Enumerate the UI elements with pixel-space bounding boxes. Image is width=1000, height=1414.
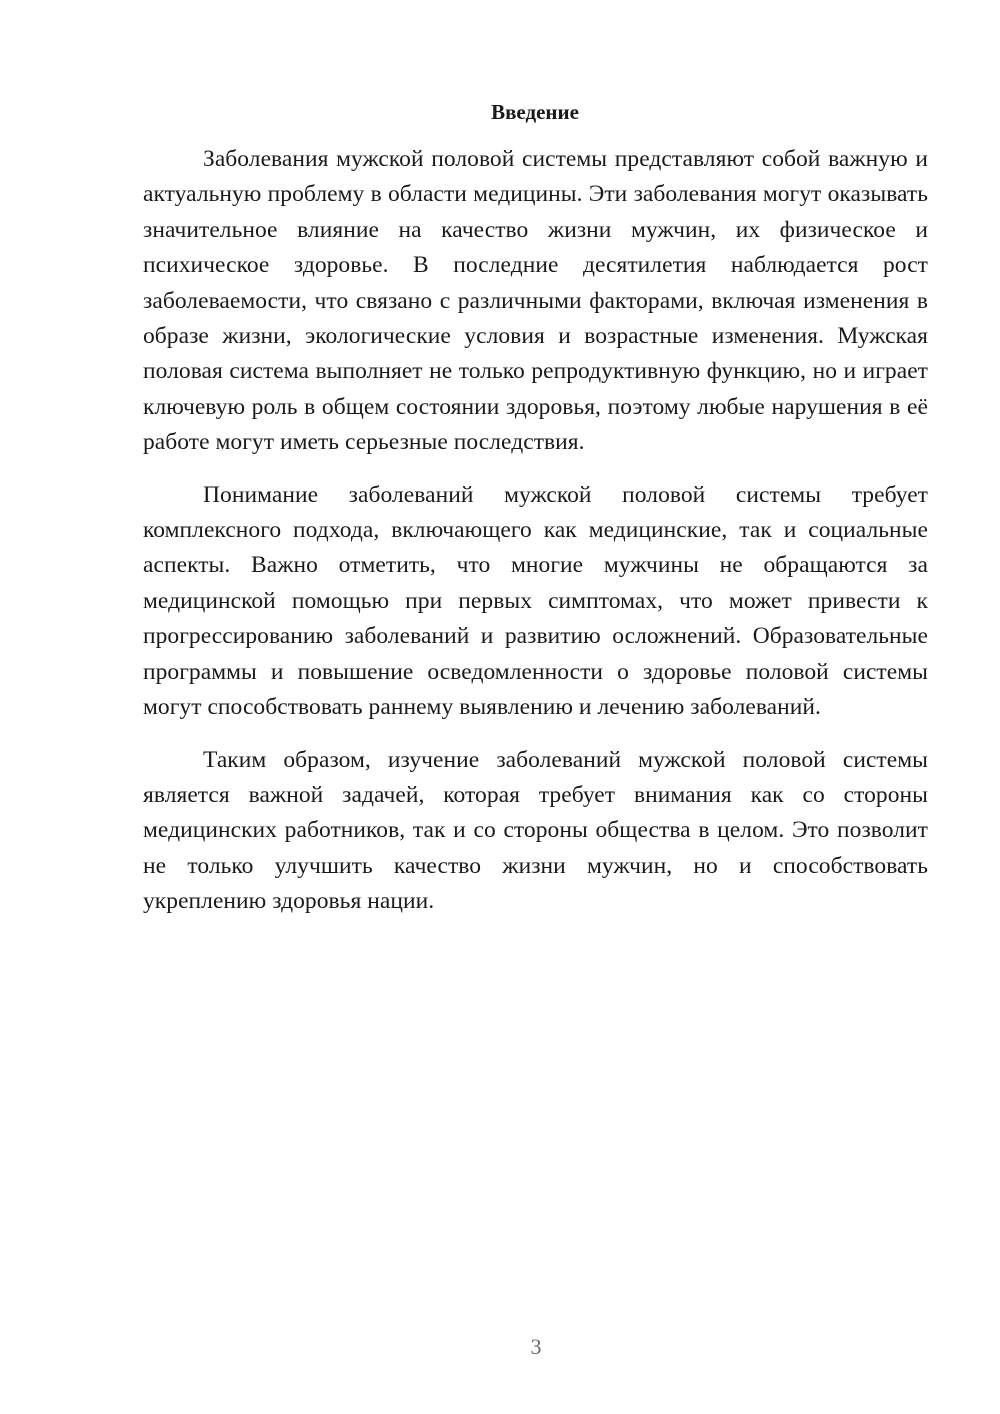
paragraph-2: Понимание заболеваний мужской половой системы требует комплексного подхода, включающего как медицинские, так и социальные аспекты. Важно отметить, что многие мужчины не обращаются за медицинской помощью при первых симптомах, что может привести к прогрессированию заболеваний и развитию осложнений. Образовательные программы и повышение осведомленности о здоровье половой системы могут способствовать раннему выявлению и лечению заболеваний. [143,481,928,721]
page-number: 3 [530,1334,542,1359]
document-body [143,142,928,937]
paragraph-3: Таким образом, изучение заболеваний мужской половой системы является важной задачей, которая требует внимания как со стороны медицинских работников, так и со стороны общества в целом. Это позволит не только улучшить качество жизни мужчин, но и способствовать укреплению здоровья нации. [143,746,928,915]
page-title: Введение [491,100,579,124]
paragraph-1: Заболевания мужской половой системы представляют собой важную и актуальную проблему в области медицины. Эти заболевания могут оказывать значительное влияние на качество жизни мужчин, их физическое и психическое здоровье. В последние десятилетия наблюдается рост заболеваемости, что связано с различными факторами, включая изменения в образе жизни, экологические условия и возрастные изменения. Мужская половая система выполняет не только репродуктивную функцию, но и играет ключевую роль в общем состоянии здоровья, поэтому любые нарушения в её работе могут иметь серьезные последствия. [143,146,928,456]
